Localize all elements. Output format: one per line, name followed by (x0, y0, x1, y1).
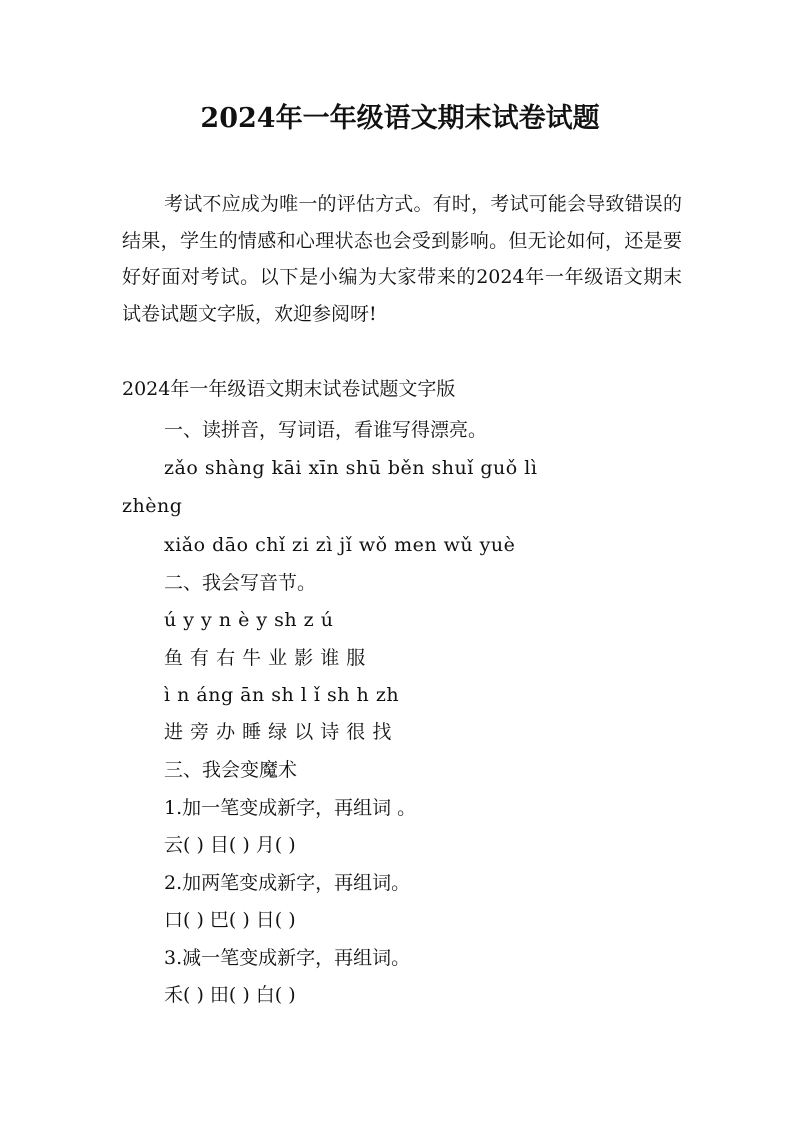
intro-paragraph: 考试不应成为唯一的评估方式。有时，考试可能会导致错误的结果，学生的情感和心理状态也会受到影响。但无论如何，还是要好好面对考试。以下是小编为大家带来的2024年一年级语文期末试卷试题文字版，欢迎参阅呀! (122, 193, 682, 325)
section3-question3-items: 禾( ) 田( ) 白( ) (164, 984, 296, 1006)
section1-heading: 一、读拼音，写词语，看谁写得漂亮。 (164, 419, 488, 441)
section1-pinyin-line1: zǎo shàng kāi xīn shū běn shuǐ guǒ lì (164, 457, 538, 479)
section3-question3: 3.减一笔变成新字，再组词。 (164, 947, 411, 969)
section2-pinyin-row1: ú y y n è y sh z ú (164, 609, 334, 631)
section-subtitle: 2024年一年级语文期末试卷试题文字版 (122, 378, 456, 400)
section1-pinyin-line2: xiǎo dāo chǐ zi zì jǐ wǒ men wǔ yuè (164, 534, 516, 556)
section2-chars-row2: 进 旁 办 睡 绿 以 诗 很 找 (164, 721, 392, 743)
section2-chars-row1: 鱼 有 右 牛 业 影 谁 服 (164, 647, 366, 669)
section3-question1-items: 云( ) 目( ) 月( ) (164, 834, 296, 856)
section1-pinyin-line1-wrap: zhèng (122, 495, 183, 517)
section3-question2-items: 口( ) 巴( ) 日( ) (164, 909, 296, 931)
document-title: 2024年一年级语文期末试卷试题 (200, 103, 600, 134)
section2-pinyin-row2: ì n áng ān sh l ǐ sh h zh (164, 684, 400, 706)
section3-question2: 2.加两笔变成新字，再组词。 (164, 872, 411, 894)
section2-heading: 二、我会写音节。 (164, 572, 317, 594)
section3-heading: 三、我会变魔术 (164, 759, 298, 781)
section3-question1: 1.加一笔变成新字，再组词 。 (164, 797, 417, 819)
